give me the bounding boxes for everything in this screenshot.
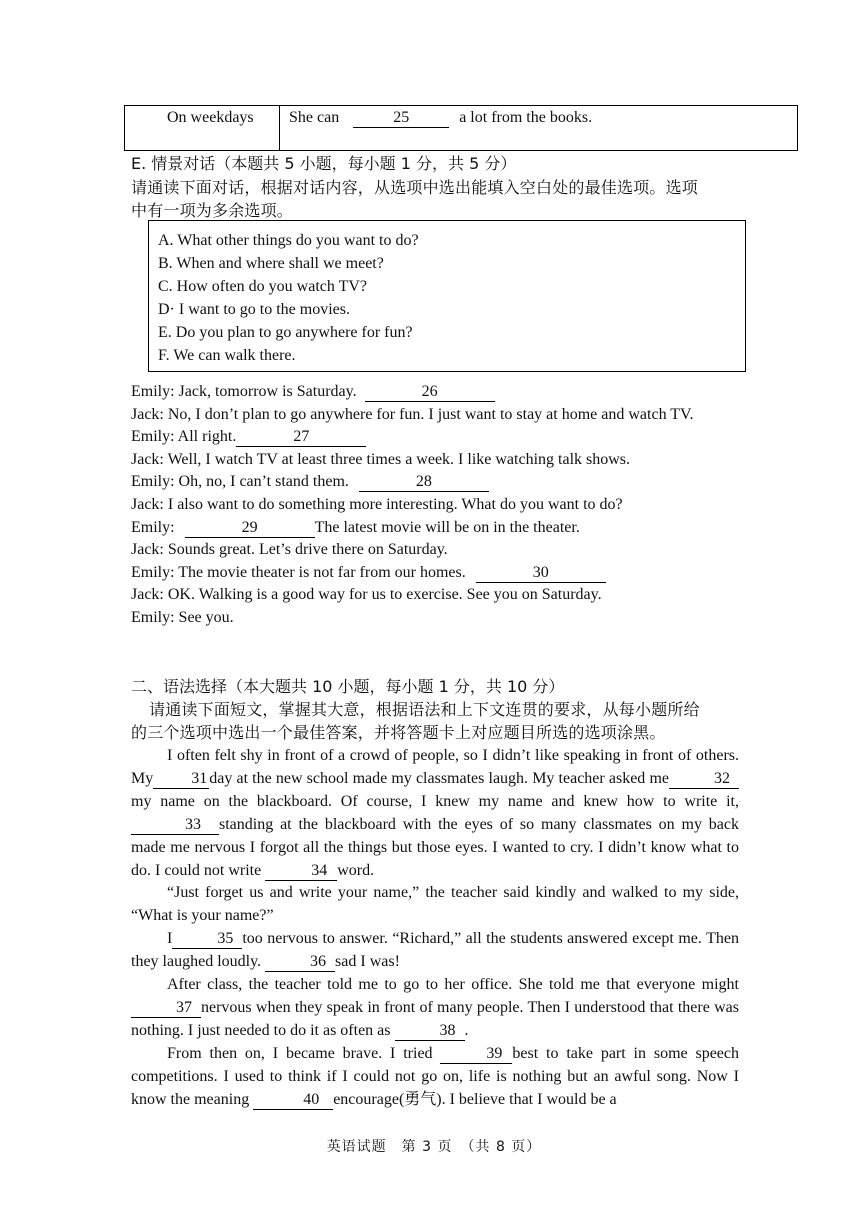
section-2-title: 二、语法选择（本大题共 10 小题，每小题 1 分，共 10 分） bbox=[131, 677, 565, 696]
passage-text: encourage(勇气). I believe that I would be a bbox=[333, 1090, 617, 1108]
passage-text: standing at the blackboard with the eyes of so many classmates on my back made me nervous I forgot all the things but those eyes. I wanted to cry. I didn’t know what to do. I could not write bbox=[131, 815, 739, 879]
dialog-line: Jack: OK. Walking is a good way for us to exercise. See you on Saturday. bbox=[131, 586, 602, 604]
passage-paragraph bbox=[131, 974, 739, 1043]
section-e-instruction-2: 中有一项为多余选项。 bbox=[131, 201, 294, 220]
grammar-passage bbox=[131, 745, 739, 1112]
blank-28: 28 bbox=[359, 473, 489, 492]
blank-39: 39 bbox=[440, 1045, 512, 1064]
table-text-after: a lot from the books. bbox=[459, 109, 593, 126]
dialog-line: Jack: Sounds great. Let’s drive there on Saturday. bbox=[131, 541, 448, 559]
option-a: A. What other things do you want to do? bbox=[158, 232, 419, 249]
passage-text: I bbox=[167, 930, 173, 948]
dialog-line bbox=[131, 471, 743, 494]
dialog-line: Emily: See you. bbox=[131, 608, 234, 626]
blank-29: 29 bbox=[185, 519, 315, 538]
dialog-text: Emily: Oh, no, I can’t stand them. bbox=[131, 473, 353, 491]
section-e-instruction-1: 请通读下面对话，根据对话内容，从选项中选出能填入空白处的最佳选项。选项 bbox=[131, 178, 699, 197]
option-c: C. How often do you watch TV? bbox=[158, 278, 367, 295]
option-b: B. When and where shall we meet? bbox=[158, 255, 384, 272]
passage-text: From then on, I became brave. I tried bbox=[167, 1044, 441, 1062]
blank-33: 33 bbox=[131, 816, 219, 835]
blank-30: 30 bbox=[476, 564, 606, 583]
dialog-line: Jack: No, I don’t plan to go anywhere for fun. I just want to stay at home and watch TV. bbox=[131, 405, 694, 423]
section-2-instruction-1: 请通读下面短文，掌握其大意，根据语法和上下文连贯的要求，从每小题所给 bbox=[149, 700, 700, 719]
blank-36: 36 bbox=[265, 953, 335, 972]
dialog bbox=[131, 381, 743, 630]
option-d: D· I want to go to the movies. bbox=[158, 301, 350, 318]
dialog-line: Jack: I also want to do something more interesting. What do you want to do? bbox=[131, 495, 623, 513]
passage-text: too nervous to answer. “Richard,” all the students answered except me. Then they laughed loudly. bbox=[131, 930, 739, 971]
dialog-text: The latest movie will be on in the theater. bbox=[314, 518, 580, 536]
page-footer: 英语试题 第 3 页 （共 8 页） bbox=[326, 1139, 542, 1155]
options-box bbox=[148, 220, 746, 372]
passage-paragraph bbox=[131, 928, 739, 974]
passage-paragraph bbox=[131, 1043, 739, 1112]
blank-37: 37 bbox=[131, 999, 201, 1018]
section-e-title: E. 情景对话（本题共 5 小题，每小题 1 分，共 5 分） bbox=[131, 154, 517, 173]
dialog-line bbox=[131, 426, 743, 449]
dialog-line bbox=[131, 517, 743, 540]
dialog-text: Emily: bbox=[131, 518, 179, 536]
passage-text: I often felt shy in front of a crowd of people, so I didn’t like speaking in front of others. My bbox=[131, 747, 739, 787]
table-text-before: She can bbox=[289, 109, 340, 126]
blank-40: 40 bbox=[253, 1091, 333, 1110]
passage-text: best to take part in some speech competitions. I used to think if I could not go on, life is nothing but an awful song. Now I know the meaning bbox=[131, 1044, 739, 1108]
section-2-instruction-2: 的三个选项中选出一个最佳答案，并将答题卡上对应题目所选的选项涂黑。 bbox=[131, 723, 666, 742]
blank-38: 38 bbox=[395, 1022, 465, 1041]
dialog-text: Emily: The movie theater is not far from our homes. bbox=[131, 563, 470, 581]
blank-34: 34 bbox=[265, 862, 337, 881]
dialog-line: Jack: Well, I watch TV at least three times a week. I like watching talk shows. bbox=[131, 450, 631, 468]
dialog-text: Emily: All right. bbox=[131, 428, 237, 446]
weekday-table-row bbox=[124, 105, 798, 151]
passage-text: my name on the blackboard. Of course, I knew my name and knew how to write it, bbox=[131, 792, 739, 810]
passage-text: nervous when they speak in front of many people. Then I understood that there was nothing. I just needed to do it as often as bbox=[131, 998, 739, 1039]
blank-26: 26 bbox=[365, 383, 495, 402]
dialog-text: Emily: Jack, tomorrow is Saturday. bbox=[131, 383, 361, 400]
passage-text: sad I was! bbox=[335, 953, 400, 971]
passage-text: day at the new school made my classmates laugh. My teacher asked me bbox=[209, 769, 669, 787]
passage-text: . bbox=[464, 1021, 469, 1039]
passage-text: After class, the teacher told me to go to her office. She told me that everyone might bbox=[167, 976, 739, 994]
table-cell-text bbox=[280, 106, 797, 150]
passage-paragraph bbox=[131, 745, 739, 882]
table-cell-label: On weekdays bbox=[125, 106, 280, 150]
dialog-line bbox=[131, 381, 743, 404]
blank-32: 32 bbox=[669, 770, 739, 789]
blank-35: 35 bbox=[172, 930, 242, 949]
option-f: F. We can walk there. bbox=[158, 347, 296, 364]
option-e: E. Do you plan to go anywhere for fun? bbox=[158, 324, 413, 341]
blank-27: 27 bbox=[236, 428, 366, 447]
blank-25: 25 bbox=[353, 109, 449, 128]
passage-text: word. bbox=[337, 861, 375, 879]
passage-paragraph: “Just forget us and write your name,” the teacher said kindly and walked to my side, “What is your name?” bbox=[131, 884, 739, 925]
dialog-line bbox=[131, 562, 743, 585]
blank-31: 31 bbox=[153, 770, 209, 789]
